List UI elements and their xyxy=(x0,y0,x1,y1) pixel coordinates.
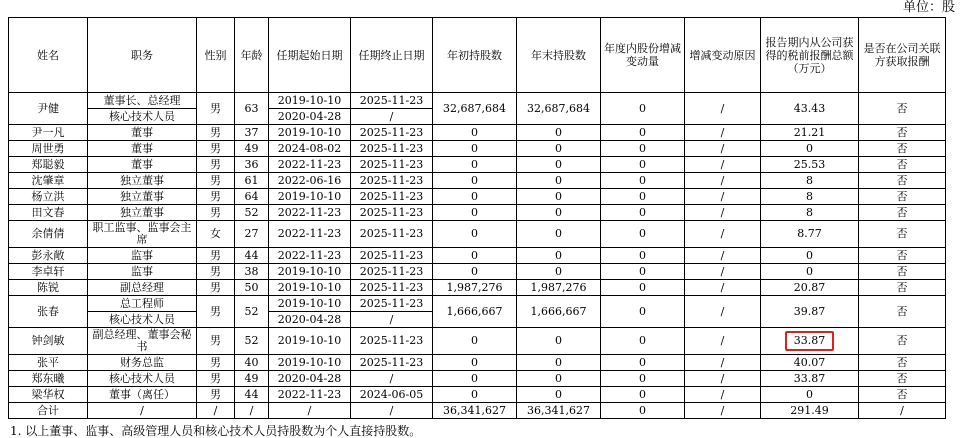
total-term-start: / xyxy=(269,403,351,419)
cell-change-reason: / xyxy=(685,125,761,141)
cell-age: 40 xyxy=(235,355,269,371)
cell-age: 49 xyxy=(235,141,269,157)
cell-term-end: 2025-11-23 xyxy=(351,141,433,157)
cell-name: 周世勇 xyxy=(9,141,88,157)
cell-title: 核心技术人员 xyxy=(88,371,197,387)
total-share-change: 0 xyxy=(601,403,685,419)
cell-name: 余倩倩 xyxy=(9,221,88,248)
cell-name: 张春 xyxy=(9,296,88,328)
cell-gender: 男 xyxy=(197,371,235,387)
cell-pay: 8 xyxy=(761,173,859,189)
cell-age: 52 xyxy=(235,205,269,221)
cell-shares-start: 0 xyxy=(433,355,517,371)
cell-share-change: 0 xyxy=(601,221,685,248)
cell-title: 职工监事、监事会主席 xyxy=(88,221,197,248)
cell-share-change: 0 xyxy=(601,141,685,157)
cell-change-reason: / xyxy=(685,296,761,328)
cell-term-end: 2024-06-05 xyxy=(351,387,433,403)
cell-name: 尹健 xyxy=(9,93,88,125)
cell-related-pay: 否 xyxy=(859,371,946,387)
total-label: 合计 xyxy=(9,403,88,419)
cell-term-start: 2022-11-23 xyxy=(269,387,351,403)
total-row xyxy=(9,403,946,419)
cell-shares-end: 0 xyxy=(517,141,601,157)
cell-pay: 40.07 xyxy=(761,355,859,371)
cell-shares-start: 0 xyxy=(433,387,517,403)
cell-title: 核心技术人员 xyxy=(88,109,197,125)
cell-shares-start: 1,666,667 xyxy=(433,296,517,328)
cell-term-start: 2022-11-23 xyxy=(269,221,351,248)
cell-share-change: 0 xyxy=(601,189,685,205)
total-related-pay: / xyxy=(859,403,946,419)
header-age: 年龄 xyxy=(235,18,269,93)
cell-share-change: 0 xyxy=(601,205,685,221)
cell-term-start: 2019-10-10 xyxy=(269,355,351,371)
cell-title: 独立董事 xyxy=(88,189,197,205)
cell-shares-start: 0 xyxy=(433,205,517,221)
cell-shares-end: 0 xyxy=(517,205,601,221)
cell-gender: 男 xyxy=(197,93,235,125)
header-shares-start: 年初持股数 xyxy=(433,18,517,93)
header-shares-end: 年末持股数 xyxy=(517,18,601,93)
table-row xyxy=(9,93,946,109)
header-term-end: 任期终止日期 xyxy=(351,18,433,93)
total-gender: / xyxy=(197,403,235,419)
footnote: 1. 以上董事、监事、高级管理人员和核心技术人员持股数为个人直接持股数。 xyxy=(10,424,422,438)
cell-title: 核心技术人员 xyxy=(88,312,197,328)
cell-share-change: 0 xyxy=(601,157,685,173)
cell-age: 50 xyxy=(235,280,269,296)
table-row xyxy=(9,387,946,403)
cell-share-change: 0 xyxy=(601,355,685,371)
cell-gender: 男 xyxy=(197,328,235,355)
cell-term-end: / xyxy=(351,371,433,387)
table-row xyxy=(9,221,946,248)
cell-change-reason: / xyxy=(685,221,761,248)
cell-change-reason: / xyxy=(685,371,761,387)
cell-change-reason: / xyxy=(685,264,761,280)
cell-term-start: 2019-10-10 xyxy=(269,328,351,355)
cell-pay xyxy=(761,328,859,355)
cell-name: 李卓轩 xyxy=(9,264,88,280)
cell-title: 监事 xyxy=(88,248,197,264)
cell-gender: 男 xyxy=(197,280,235,296)
cell-share-change: 0 xyxy=(601,264,685,280)
cell-term-start: 2022-11-23 xyxy=(269,248,351,264)
table-row xyxy=(9,264,946,280)
cell-shares-end: 0 xyxy=(517,355,601,371)
cell-related-pay: 否 xyxy=(859,93,946,125)
cell-age: 36 xyxy=(235,157,269,173)
cell-term-end: 2025-11-23 xyxy=(351,157,433,173)
cell-term-start: 2020-04-28 xyxy=(269,312,351,328)
cell-pay: 20.87 xyxy=(761,280,859,296)
cell-shares-end: 0 xyxy=(517,387,601,403)
cell-share-change: 0 xyxy=(601,93,685,125)
cell-pay: 21.21 xyxy=(761,125,859,141)
cell-term-end: 2025-11-23 xyxy=(351,328,433,355)
cell-term-end: 2025-11-23 xyxy=(351,264,433,280)
cell-gender: 男 xyxy=(197,205,235,221)
cell-gender: 女 xyxy=(197,221,235,248)
cell-shares-end: 0 xyxy=(517,125,601,141)
cell-name: 梁华权 xyxy=(9,387,88,403)
cell-shares-end: 1,987,276 xyxy=(517,280,601,296)
cell-shares-end: 0 xyxy=(517,248,601,264)
cell-pay: 43.43 xyxy=(761,93,859,125)
cell-change-reason: / xyxy=(685,189,761,205)
cell-name: 郑东曦 xyxy=(9,371,88,387)
cell-shares-start: 0 xyxy=(433,141,517,157)
cell-change-reason: / xyxy=(685,280,761,296)
cell-term-end: 2025-11-23 xyxy=(351,248,433,264)
header-title: 职务 xyxy=(88,18,197,93)
cell-name: 张平 xyxy=(9,355,88,371)
cell-age: 63 xyxy=(235,93,269,125)
table-row xyxy=(9,248,946,264)
cell-gender: 男 xyxy=(197,157,235,173)
cell-shares-start: 0 xyxy=(433,173,517,189)
cell-related-pay: 否 xyxy=(859,328,946,355)
table-row xyxy=(9,355,946,371)
cell-shares-start: 0 xyxy=(433,221,517,248)
cell-share-change: 0 xyxy=(601,125,685,141)
cell-age: 61 xyxy=(235,173,269,189)
cell-name: 郑聪毅 xyxy=(9,157,88,173)
cell-title: 独立董事 xyxy=(88,205,197,221)
cell-term-end: / xyxy=(351,312,433,328)
table-row xyxy=(9,328,946,355)
cell-name: 杨立洪 xyxy=(9,189,88,205)
cell-term-start: 2020-04-28 xyxy=(269,109,351,125)
cell-pay: 8 xyxy=(761,205,859,221)
cell-title: 副总经理、董事会秘书 xyxy=(88,328,197,355)
cell-pay: 0 xyxy=(761,141,859,157)
cell-title: 财务总监 xyxy=(88,355,197,371)
cell-related-pay: 否 xyxy=(859,248,946,264)
cell-term-start: 2022-06-16 xyxy=(269,173,351,189)
cell-gender: 男 xyxy=(197,173,235,189)
cell-pay: 8.77 xyxy=(761,221,859,248)
shareholding-table xyxy=(8,17,946,419)
cell-related-pay: 否 xyxy=(859,296,946,328)
table-row xyxy=(9,157,946,173)
header-share-change: 年度内股份增减变动量 xyxy=(601,18,685,93)
cell-term-end: 2025-11-23 xyxy=(351,125,433,141)
cell-title: 董事 xyxy=(88,125,197,141)
table-row xyxy=(9,296,946,312)
cell-shares-end: 0 xyxy=(517,189,601,205)
cell-shares-start: 1,987,276 xyxy=(433,280,517,296)
cell-share-change: 0 xyxy=(601,328,685,355)
cell-shares-end: 32,687,684 xyxy=(517,93,601,125)
cell-title: 董事 xyxy=(88,141,197,157)
cell-name: 陈锐 xyxy=(9,280,88,296)
cell-term-end: / xyxy=(351,109,433,125)
cell-gender: 男 xyxy=(197,248,235,264)
cell-gender: 男 xyxy=(197,189,235,205)
total-age: / xyxy=(235,403,269,419)
cell-related-pay: 否 xyxy=(859,141,946,157)
cell-related-pay: 否 xyxy=(859,157,946,173)
cell-term-start: 2019-10-10 xyxy=(269,125,351,141)
cell-term-start: 2020-04-28 xyxy=(269,371,351,387)
cell-title: 董事长、总经理 xyxy=(88,93,197,109)
cell-term-end: 2025-11-23 xyxy=(351,173,433,189)
cell-gender: 男 xyxy=(197,141,235,157)
table-row xyxy=(9,205,946,221)
cell-share-change: 0 xyxy=(601,387,685,403)
cell-age: 49 xyxy=(235,371,269,387)
cell-shares-start: 0 xyxy=(433,157,517,173)
cell-shares-end: 0 xyxy=(517,157,601,173)
cell-change-reason: / xyxy=(685,248,761,264)
total-shares-end: 36,341,627 xyxy=(517,403,601,419)
cell-age: 52 xyxy=(235,296,269,328)
cell-term-start: 2024-08-02 xyxy=(269,141,351,157)
header-change-reason: 增减变动原因 xyxy=(685,18,761,93)
cell-change-reason: / xyxy=(685,173,761,189)
cell-share-change: 0 xyxy=(601,296,685,328)
cell-shares-end: 0 xyxy=(517,173,601,189)
cell-gender: 男 xyxy=(197,264,235,280)
total-title: / xyxy=(88,403,197,419)
table-row xyxy=(9,141,946,157)
cell-term-end: 2025-11-23 xyxy=(351,189,433,205)
cell-related-pay: 否 xyxy=(859,173,946,189)
total-shares-start: 36,341,627 xyxy=(433,403,517,419)
total-change-reason: / xyxy=(685,403,761,419)
cell-change-reason: / xyxy=(685,355,761,371)
cell-change-reason: / xyxy=(685,328,761,355)
header-name: 姓名 xyxy=(9,18,88,93)
table-row xyxy=(9,125,946,141)
cell-title: 董事（离任） xyxy=(88,387,197,403)
cell-shares-end: 0 xyxy=(517,328,601,355)
cell-age: 44 xyxy=(235,248,269,264)
cell-name: 田文春 xyxy=(9,205,88,221)
cell-term-end: 2025-11-23 xyxy=(351,205,433,221)
cell-pay: 25.53 xyxy=(761,157,859,173)
cell-share-change: 0 xyxy=(601,280,685,296)
cell-related-pay: 否 xyxy=(859,264,946,280)
cell-term-end: 2025-11-23 xyxy=(351,221,433,248)
cell-related-pay: 否 xyxy=(859,189,946,205)
cell-term-start: 2019-10-10 xyxy=(269,189,351,205)
cell-age: 38 xyxy=(235,264,269,280)
cell-term-start: 2019-10-10 xyxy=(269,264,351,280)
cell-age: 37 xyxy=(235,125,269,141)
cell-shares-end: 0 xyxy=(517,221,601,248)
cell-term-start: 2019-10-10 xyxy=(269,280,351,296)
cell-related-pay: 否 xyxy=(859,355,946,371)
cell-pay: 0 xyxy=(761,264,859,280)
cell-name: 钟剑敏 xyxy=(9,328,88,355)
cell-term-start: 2019-10-10 xyxy=(269,296,351,312)
header-term-start: 任期起始日期 xyxy=(269,18,351,93)
cell-name: 彭永敞 xyxy=(9,248,88,264)
cell-title: 监事 xyxy=(88,264,197,280)
cell-pay: 8 xyxy=(761,189,859,205)
cell-shares-start: 0 xyxy=(433,189,517,205)
cell-name: 尹一凡 xyxy=(9,125,88,141)
highlighted-pay-value: 33.87 xyxy=(785,331,835,351)
cell-title: 总工程师 xyxy=(88,296,197,312)
cell-related-pay: 否 xyxy=(859,280,946,296)
cell-term-end: 2025-11-23 xyxy=(351,296,433,312)
cell-related-pay: 否 xyxy=(859,387,946,403)
cell-shares-start: 0 xyxy=(433,371,517,387)
cell-shares-end: 0 xyxy=(517,371,601,387)
cell-shares-end: 1,666,667 xyxy=(517,296,601,328)
table-row xyxy=(9,173,946,189)
cell-pay: 39.87 xyxy=(761,296,859,328)
cell-age: 27 xyxy=(235,221,269,248)
header-row xyxy=(9,18,946,93)
cell-shares-start: 0 xyxy=(433,125,517,141)
cell-change-reason: / xyxy=(685,157,761,173)
cell-related-pay: 否 xyxy=(859,125,946,141)
cell-term-end: 2025-11-23 xyxy=(351,93,433,109)
cell-term-start: 2022-11-23 xyxy=(269,157,351,173)
cell-related-pay: 否 xyxy=(859,221,946,248)
cell-term-start: 2019-10-10 xyxy=(269,93,351,109)
table-row xyxy=(9,280,946,296)
unit-label: 单位：股 xyxy=(902,0,955,15)
table-row xyxy=(9,371,946,387)
table-row xyxy=(9,189,946,205)
cell-shares-start: 0 xyxy=(433,264,517,280)
cell-change-reason: / xyxy=(685,141,761,157)
cell-related-pay: 否 xyxy=(859,205,946,221)
header-gender: 性别 xyxy=(197,18,235,93)
cell-change-reason: / xyxy=(685,93,761,125)
cell-gender: 男 xyxy=(197,296,235,328)
cell-pay: 33.87 xyxy=(761,371,859,387)
cell-shares-start: 32,687,684 xyxy=(433,93,517,125)
cell-shares-start: 0 xyxy=(433,248,517,264)
cell-change-reason: / xyxy=(685,205,761,221)
cell-age: 52 xyxy=(235,328,269,355)
cell-title: 董事 xyxy=(88,157,197,173)
cell-term-end: 2025-11-23 xyxy=(351,355,433,371)
total-pay: 291.49 xyxy=(761,403,859,419)
cell-gender: 男 xyxy=(197,125,235,141)
cell-pay: 0 xyxy=(761,387,859,403)
header-pay: 报告期内从公司获得的税前报酬总额（万元） xyxy=(761,18,859,93)
total-term-end: / xyxy=(351,403,433,419)
cell-age: 64 xyxy=(235,189,269,205)
cell-term-end: 2025-11-23 xyxy=(351,280,433,296)
cell-change-reason: / xyxy=(685,387,761,403)
cell-pay: 0 xyxy=(761,248,859,264)
cell-share-change: 0 xyxy=(601,248,685,264)
cell-gender: 男 xyxy=(197,355,235,371)
cell-shares-start: 0 xyxy=(433,328,517,355)
cell-age: 44 xyxy=(235,387,269,403)
cell-title: 独立董事 xyxy=(88,173,197,189)
cell-share-change: 0 xyxy=(601,371,685,387)
cell-shares-end: 0 xyxy=(517,264,601,280)
cell-gender: 男 xyxy=(197,387,235,403)
cell-name: 沈肇章 xyxy=(9,173,88,189)
header-related-pay: 是否在公司关联方获取报酬 xyxy=(859,18,946,93)
cell-share-change: 0 xyxy=(601,173,685,189)
cell-title: 副总经理 xyxy=(88,280,197,296)
cell-term-start: 2022-11-23 xyxy=(269,205,351,221)
